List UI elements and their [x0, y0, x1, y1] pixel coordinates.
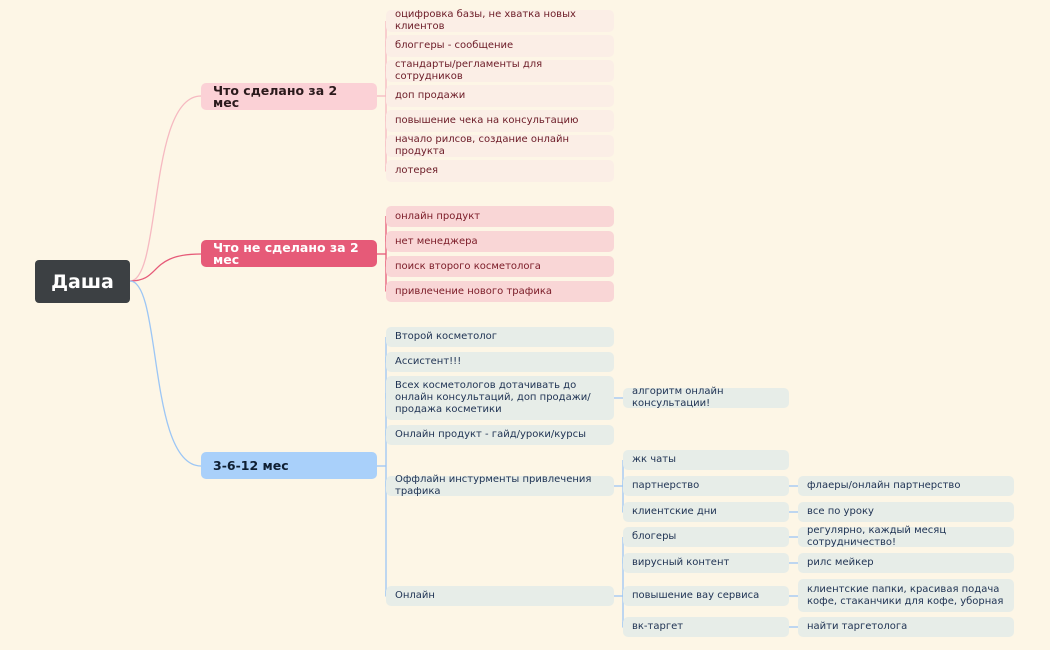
plan-subitem-viral-content[interactable]: вирусный контент — [623, 553, 789, 573]
connector-line — [130, 281, 201, 466]
done-item[interactable]: оцифровка базы, не хватка новых клиентов — [386, 10, 614, 32]
done-item[interactable]: повышение чека на консультацию — [386, 110, 614, 132]
plan-leaf-client-folders[interactable]: клиентские папки, красивая подача кофе, стаканчики для кофе, уборная — [798, 579, 1014, 612]
connector-line — [130, 96, 201, 281]
plan-subitem-algorithm[interactable]: алгоритм онлайн консультации! — [623, 388, 789, 408]
plan-leaf-reels-maker[interactable]: рилс мейкер — [798, 553, 1014, 573]
done-item[interactable]: начало рилсов, создание онлайн продукта — [386, 135, 614, 157]
done-item[interactable]: лотерея — [386, 160, 614, 182]
root-node[interactable]: Даша — [35, 260, 130, 303]
plan-subitem-partnership[interactable]: партнерство — [623, 476, 789, 496]
branch-3-6-12-months[interactable]: 3-6-12 мес — [201, 452, 377, 479]
plan-subitem-bloggers[interactable]: блогеры — [623, 527, 789, 547]
plan-item-online[interactable]: Онлайн — [386, 586, 614, 606]
not-done-item[interactable]: поиск второго косметолога — [386, 256, 614, 277]
done-item[interactable]: доп продажи — [386, 85, 614, 107]
done-item[interactable]: стандарты/регламенты для сотрудников — [386, 60, 614, 82]
not-done-item[interactable]: онлайн продукт — [386, 206, 614, 227]
plan-subitem-vk-target[interactable]: вк-таргет — [623, 617, 789, 637]
plan-subitem-chats[interactable]: жк чаты — [623, 450, 789, 470]
plan-subitem-wow-service[interactable]: повышение вау сервиса — [623, 586, 789, 606]
plan-item-second-cosmetologist[interactable]: Второй косметолог — [386, 327, 614, 347]
plan-item-online-product[interactable]: Онлайн продукт - гайд/уроки/курсы — [386, 425, 614, 445]
plan-item-offline-traffic[interactable]: Оффлайн инстурменты привлечения трафика — [386, 476, 614, 496]
branch-not-done-2-months[interactable]: Что не сделано за 2 мес — [201, 240, 377, 267]
not-done-item[interactable]: привлечение нового трафика — [386, 281, 614, 302]
plan-item-assistant[interactable]: Ассистент!!! — [386, 352, 614, 372]
plan-leaf-find-targetologist[interactable]: найти таргетолога — [798, 617, 1014, 637]
not-done-item[interactable]: нет менеджера — [386, 231, 614, 252]
branch-done-2-months[interactable]: Что сделано за 2 мес — [201, 83, 377, 110]
plan-leaf-flyers[interactable]: флаеры/онлайн партнерство — [798, 476, 1014, 496]
plan-item-train-cosmetologists[interactable]: Всех косметологов дотачивать до онлайн консультаций, доп продажи/продажа косметики — [386, 376, 614, 420]
done-item[interactable]: блоггеры - сообщение — [386, 35, 614, 57]
plan-leaf-regular-collab[interactable]: регулярно, каждый месяц сотрудничество! — [798, 527, 1014, 547]
plan-subitem-client-days[interactable]: клиентские дни — [623, 502, 789, 522]
connector-line — [130, 254, 201, 281]
plan-leaf-by-lesson[interactable]: все по уроку — [798, 502, 1014, 522]
